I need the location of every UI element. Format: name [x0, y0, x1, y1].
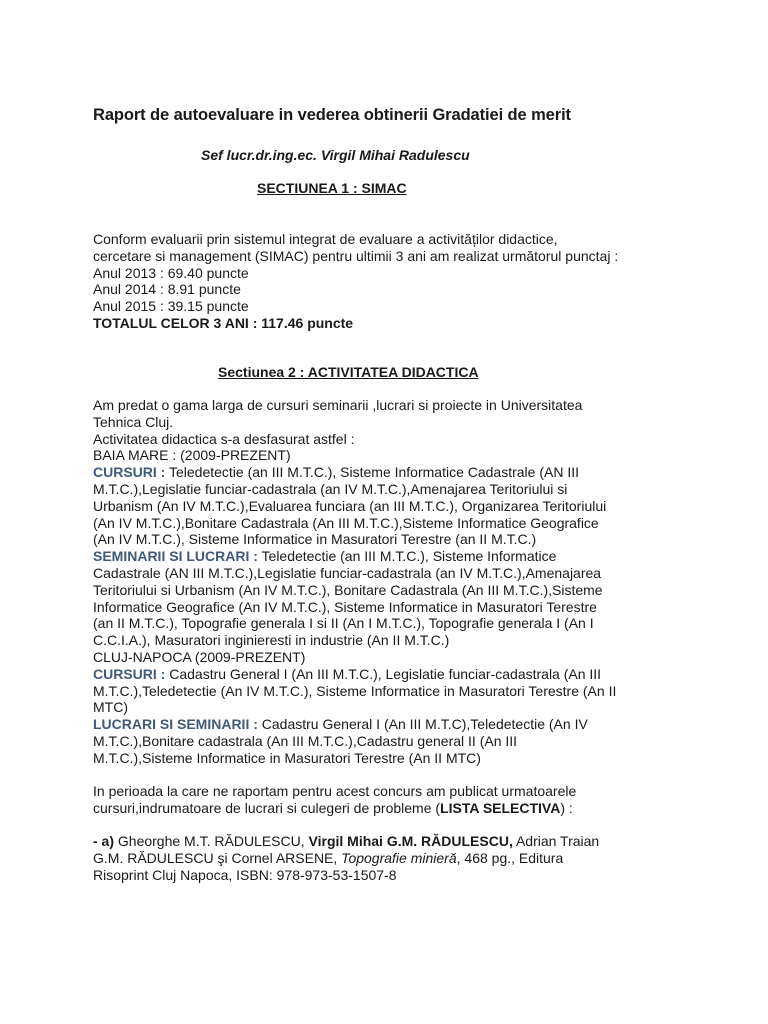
text-line: Activitatea didactica s-a desfasurat astfel : — [93, 430, 355, 447]
text-line: Informatice Geografice (An IV M.T.C.), Sisteme Informatice in Masuratori Terestre — [93, 598, 597, 615]
text-line: (An IV M.T.C.),Bonitare Cadastrala (An III M.T.C.),Sisteme Informatice Geografice — [93, 514, 599, 531]
section-1-heading: SECTIUNEA 1 : SIMAC — [257, 180, 407, 196]
text-line: Teritoriului si Urbanism (An IV M.T.C.), Bonitare Cadastrala (An III M.T.C.),Sisteme — [93, 581, 603, 598]
text-line — [93, 464, 693, 481]
text-line: Am predat o gama larga de cursuri seminarii ,lucrari si proiecte in Universitatea — [93, 397, 583, 413]
text-fragment: G.M. RĂDULESCU şi Cornel ARSENE, — [93, 849, 342, 866]
simac-paragraph — [93, 231, 693, 332]
cursuri-label: CURSURI : — [93, 665, 166, 682]
text-fragment: Teledetectie (an III M.T.C.), Sisteme Informatice — [257, 548, 557, 565]
text-line — [93, 833, 693, 850]
text-line: In perioada la care ne raportam pentru acest concurs am publicat urmatoarele — [93, 783, 577, 799]
text-line: Tehnica Cluj. — [93, 413, 174, 430]
score-2015: Anul 2015 : 39.15 puncte — [93, 298, 249, 315]
cursuri-label: CURSURI : — [93, 464, 166, 481]
text-line: cercetare si management (SIMAC) pentru ultimii 3 ani am realizat următorul punctaj : — [93, 247, 619, 264]
text-fragment: Cadastru General I (An III M.T.C),Teledetectie (An IV — [257, 716, 588, 733]
text-line — [93, 548, 693, 565]
publications-intro — [93, 783, 693, 817]
list-marker: - a) — [93, 833, 114, 849]
document-title: Raport de autoevaluare in vederea obtinerii Gradatiei de merit — [93, 106, 571, 124]
reference-item — [93, 833, 693, 883]
section-2-heading: Sectiunea 2 : ACTIVITATEA DIDACTICA — [218, 364, 479, 380]
highlighted-author: Virgil Mihai G.M. RĂDULESCU, — [308, 833, 513, 849]
location-cluj-napoca: CLUJ-NAPOCA (2009-PREZENT) — [93, 648, 306, 665]
text-line — [93, 850, 693, 867]
text-line: (An IV M.T.C.), Sisteme Informatice in Masuratori Terestre (an II M.T.C.) — [93, 531, 537, 548]
score-2013: Anul 2013 : 69.40 puncte — [93, 264, 249, 281]
activity-paragraph — [93, 397, 693, 767]
author-name: Sef lucr.dr.ing.ec. Virgil Mihai Radulescu — [201, 147, 470, 163]
text-line: Urbanism (An IV M.T.C.),Evaluarea funciara (an III M.T.C.), Organizarea Teritoriului — [93, 497, 607, 514]
book-title: Topografie minieră — [341, 849, 457, 866]
text-line — [93, 800, 693, 817]
score-total: TOTALUL CELOR 3 ANI : 117.46 puncte — [93, 314, 354, 331]
text-line: (an II M.T.C.), Topografie generala I si II (An I M.T.C.), Topografie generala I (An I — [93, 615, 594, 632]
score-2014: Anul 2014 : 8.91 puncte — [93, 281, 241, 298]
text-line: MTC) — [93, 699, 128, 716]
text-line: Cadastrale (AN III M.T.C.),Legislatie funciar-cadastrala (an IV M.T.C.),Amenajarea — [93, 564, 602, 581]
text-fragment: ) : — [560, 799, 573, 816]
text-line: Conform evaluarii prin sistemul integrat de evaluare a activităților didactice, — [93, 231, 558, 247]
text-fragment: Gheorghe M.T. RĂDULESCU, — [114, 833, 309, 849]
text-fragment: Cadastru General I (An III M.T.C.), Legislatie funciar-cadastrala (An III — [165, 665, 602, 682]
text-line: M.T.C.),Bonitare cadastrala (An III M.T.C.),Cadastru general II (An III — [93, 732, 518, 749]
text-line — [93, 716, 693, 733]
lucrari-label: LUCRARI SI SEMINARII : — [93, 716, 258, 733]
text-line: M.T.C.),Teledetectie (An IV M.T.C.), Sisteme Informatice in Masuratori Terestre (An II — [93, 682, 617, 699]
text-line: M.T.C.),Legislatie funciar-cadastrala (an IV M.T.C.),Amenajarea Teritoriului si — [93, 480, 568, 497]
seminarii-label: SEMINARII SI LUCRARI : — [93, 548, 258, 565]
text-fragment: Adrian Traian — [512, 833, 600, 849]
text-fragment: , 468 pg., Editura — [456, 849, 564, 866]
text-fragment: Teledetectie (an III M.T.C.), Sisteme Informatice Cadastrale (AN III — [165, 464, 580, 481]
text-line: C.C.I.A.), Masuratori inginieresti in industrie (An II M.T.C.) — [93, 632, 450, 649]
location-baia-mare: BAIA MARE : (2009-PREZENT) — [93, 447, 291, 464]
text-line: Risoprint Cluj Napoca, ISBN: 978-973-53-1507-8 — [93, 866, 397, 883]
text-fragment: cursuri,indrumatoare de lucrari si culegeri de probleme ( — [93, 799, 441, 816]
text-line: M.T.C.),Sisteme Informatice in Masuratori Terestre (An II MTC) — [93, 749, 481, 766]
text-line — [93, 666, 693, 683]
selective-list-label: LISTA SELECTIVA — [440, 799, 561, 816]
